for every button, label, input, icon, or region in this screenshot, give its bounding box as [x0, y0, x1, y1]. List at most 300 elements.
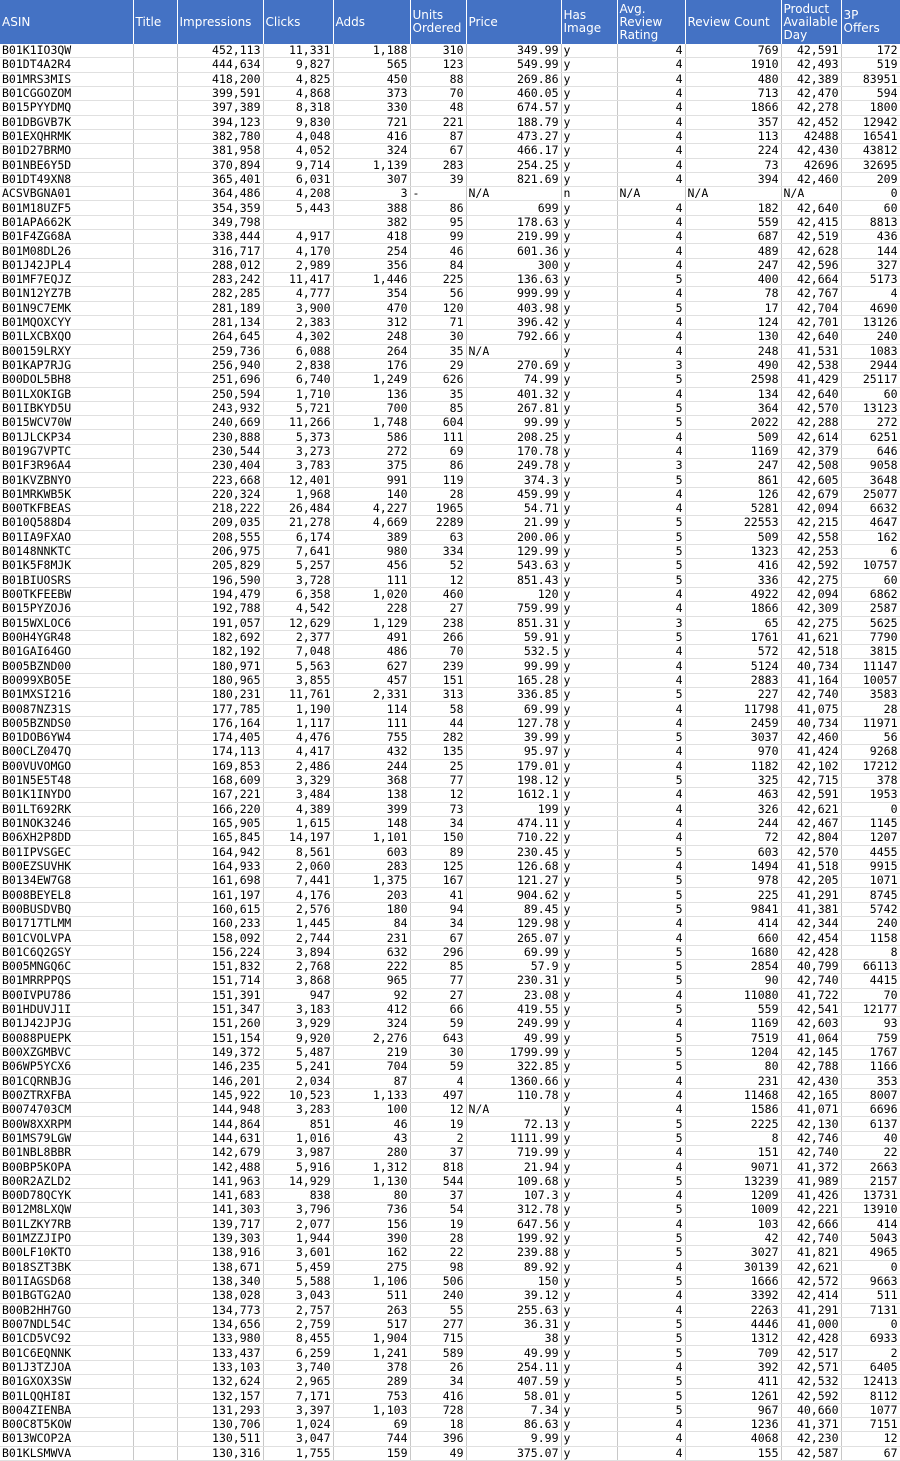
clicks-cell[interactable]: 3,484	[263, 788, 333, 802]
review-count-cell[interactable]: 224	[685, 144, 781, 158]
asin-cell[interactable]: B01GXOX3SW	[0, 1375, 133, 1389]
product-available-day-cell[interactable]: 42,215	[781, 516, 841, 530]
units-ordered-cell[interactable]: 34	[410, 1375, 466, 1389]
asin-cell[interactable]: B0074703CM	[0, 1103, 133, 1117]
adds-cell[interactable]: 244	[333, 759, 410, 773]
impressions-cell[interactable]: 259,736	[177, 344, 263, 358]
clicks-cell[interactable]: 1,445	[263, 917, 333, 931]
asin-cell[interactable]: B005BZND00	[0, 659, 133, 673]
3p-offers-cell[interactable]: 1145	[841, 816, 900, 830]
review-count-cell[interactable]: 42	[685, 1231, 781, 1245]
units-ordered-cell[interactable]: 506	[410, 1274, 466, 1288]
clicks-cell[interactable]: 6,088	[263, 344, 333, 358]
review-count-cell[interactable]: 2598	[685, 373, 781, 387]
adds-cell[interactable]: 140	[333, 487, 410, 501]
impressions-cell[interactable]: 169,853	[177, 759, 263, 773]
price-cell[interactable]: 107.3	[466, 1189, 561, 1203]
asin-cell[interactable]: B0134EW7G8	[0, 874, 133, 888]
impressions-cell[interactable]: 138,340	[177, 1274, 263, 1288]
product-available-day-cell[interactable]: 42,788	[781, 1060, 841, 1074]
avg-review-rating-cell[interactable]: 5	[617, 773, 685, 787]
3p-offers-cell[interactable]: 11147	[841, 659, 900, 673]
price-cell[interactable]: 121.27	[466, 874, 561, 888]
clicks-cell[interactable]: 3,283	[263, 1103, 333, 1117]
clicks-cell[interactable]: 2,838	[263, 358, 333, 372]
avg-review-rating-cell[interactable]: 4	[617, 44, 685, 58]
3p-offers-cell[interactable]: 4965	[841, 1246, 900, 1260]
units-ordered-cell[interactable]: 12	[410, 573, 466, 587]
adds-cell[interactable]: 432	[333, 745, 410, 759]
adds-cell[interactable]: 753	[333, 1389, 410, 1403]
has-image-cell[interactable]: y	[561, 1303, 617, 1317]
review-count-cell[interactable]: 72	[685, 831, 781, 845]
units-ordered-cell[interactable]: 86	[410, 201, 466, 215]
3p-offers-cell[interactable]: 5043	[841, 1231, 900, 1245]
3p-offers-cell[interactable]: 144	[841, 244, 900, 258]
has-image-cell[interactable]: y	[561, 573, 617, 587]
impressions-cell[interactable]: 164,942	[177, 845, 263, 859]
adds-cell[interactable]: 4,669	[333, 516, 410, 530]
has-image-cell[interactable]: y	[561, 1017, 617, 1031]
adds-cell[interactable]: 412	[333, 1002, 410, 1016]
product-available-day-cell[interactable]: 42,532	[781, 1375, 841, 1389]
has-image-cell[interactable]: y	[561, 287, 617, 301]
avg-review-rating-cell[interactable]: 4	[617, 602, 685, 616]
has-image-cell[interactable]: y	[561, 688, 617, 702]
adds-cell[interactable]: 219	[333, 1045, 410, 1059]
price-cell[interactable]: 239.88	[466, 1246, 561, 1260]
avg-review-rating-cell[interactable]: 4	[617, 1189, 685, 1203]
title-cell[interactable]	[133, 587, 177, 601]
3p-offers-cell[interactable]: 1071	[841, 874, 900, 888]
avg-review-rating-cell[interactable]: 5	[617, 845, 685, 859]
price-cell[interactable]: 674.57	[466, 101, 561, 115]
has-image-cell[interactable]: y	[561, 244, 617, 258]
3p-offers-cell[interactable]: 594	[841, 86, 900, 100]
has-image-cell[interactable]: y	[561, 101, 617, 115]
clicks-cell[interactable]: 2,759	[263, 1317, 333, 1331]
product-available-day-cell[interactable]: 42,519	[781, 230, 841, 244]
price-cell[interactable]: 120	[466, 587, 561, 601]
product-available-day-cell[interactable]: 42,460	[781, 172, 841, 186]
impressions-cell[interactable]: 251,696	[177, 373, 263, 387]
has-image-cell[interactable]: y	[561, 1403, 617, 1417]
impressions-cell[interactable]: 161,197	[177, 888, 263, 902]
product-available-day-cell[interactable]: 42,701	[781, 315, 841, 329]
units-ordered-cell[interactable]: 84	[410, 258, 466, 272]
price-cell[interactable]: 57.9	[466, 960, 561, 974]
review-count-cell[interactable]: 247	[685, 258, 781, 272]
units-ordered-cell[interactable]: 37	[410, 1146, 466, 1160]
impressions-cell[interactable]: 382,780	[177, 129, 263, 143]
impressions-cell[interactable]: 394,123	[177, 115, 263, 129]
product-available-day-cell[interactable]: 42,664	[781, 273, 841, 287]
clicks-cell[interactable]: 3,397	[263, 1403, 333, 1417]
impressions-cell[interactable]: 349,798	[177, 215, 263, 229]
adds-cell[interactable]: 354	[333, 287, 410, 301]
title-cell[interactable]	[133, 158, 177, 172]
avg-review-rating-cell[interactable]: 4	[617, 201, 685, 215]
title-cell[interactable]	[133, 1131, 177, 1145]
impressions-cell[interactable]: 151,347	[177, 1002, 263, 1016]
asin-cell[interactable]: B00EZSUVHK	[0, 859, 133, 873]
3p-offers-cell[interactable]: 2587	[841, 602, 900, 616]
asin-cell[interactable]: B01LZKY7RB	[0, 1217, 133, 1231]
avg-review-rating-cell[interactable]: 4	[617, 745, 685, 759]
clicks-cell[interactable]: 1,755	[263, 1446, 333, 1460]
has-image-cell[interactable]: y	[561, 831, 617, 845]
units-ordered-cell[interactable]: 4	[410, 1074, 466, 1088]
review-count-cell[interactable]: 687	[685, 230, 781, 244]
has-image-cell[interactable]: y	[561, 1131, 617, 1145]
adds-cell[interactable]: 418	[333, 230, 410, 244]
clicks-cell[interactable]: 2,744	[263, 931, 333, 945]
product-available-day-cell[interactable]: 42,572	[781, 1274, 841, 1288]
3p-offers-cell[interactable]: 83951	[841, 72, 900, 86]
product-available-day-cell[interactable]: 42,344	[781, 917, 841, 931]
product-available-day-cell[interactable]: 42696	[781, 158, 841, 172]
adds-cell[interactable]: 1,130	[333, 1174, 410, 1188]
adds-cell[interactable]: 114	[333, 702, 410, 716]
price-cell[interactable]: 1360.66	[466, 1074, 561, 1088]
avg-review-rating-cell[interactable]: 5	[617, 945, 685, 959]
impressions-cell[interactable]: 282,285	[177, 287, 263, 301]
has-image-cell[interactable]: y	[561, 788, 617, 802]
impressions-cell[interactable]: 281,189	[177, 301, 263, 315]
review-count-cell[interactable]: 182	[685, 201, 781, 215]
asin-cell[interactable]: B00R2AZLD2	[0, 1174, 133, 1188]
impressions-cell[interactable]: 418,200	[177, 72, 263, 86]
review-count-cell[interactable]: 1204	[685, 1045, 781, 1059]
units-ordered-cell[interactable]: 239	[410, 659, 466, 673]
title-cell[interactable]	[133, 573, 177, 587]
title-cell[interactable]	[133, 659, 177, 673]
review-count-cell[interactable]: 8	[685, 1131, 781, 1145]
title-cell[interactable]	[133, 430, 177, 444]
has-image-cell[interactable]: y	[561, 358, 617, 372]
review-count-cell[interactable]: 2225	[685, 1117, 781, 1131]
impressions-cell[interactable]: 194,479	[177, 587, 263, 601]
product-available-day-cell[interactable]: 41,075	[781, 702, 841, 716]
3p-offers-cell[interactable]: 1953	[841, 788, 900, 802]
review-count-cell[interactable]: 1261	[685, 1389, 781, 1403]
product-available-day-cell[interactable]: 41,291	[781, 1303, 841, 1317]
product-available-day-cell[interactable]: 42,102	[781, 759, 841, 773]
product-available-day-cell[interactable]: 41,064	[781, 1031, 841, 1045]
units-ordered-cell[interactable]: 25	[410, 759, 466, 773]
impressions-cell[interactable]: 283,242	[177, 273, 263, 287]
units-ordered-cell[interactable]: 56	[410, 287, 466, 301]
units-ordered-cell[interactable]: 95	[410, 215, 466, 229]
units-ordered-cell[interactable]: 1965	[410, 502, 466, 516]
review-count-cell[interactable]: 80	[685, 1060, 781, 1074]
has-image-cell[interactable]: y	[561, 745, 617, 759]
clicks-cell[interactable]: 3,894	[263, 945, 333, 959]
asin-cell[interactable]: B00B2HH7GO	[0, 1303, 133, 1317]
product-available-day-cell[interactable]: 42,205	[781, 874, 841, 888]
asin-cell[interactable]: B01F4ZG68A	[0, 230, 133, 244]
price-cell[interactable]: 267.81	[466, 401, 561, 415]
title-cell[interactable]	[133, 358, 177, 372]
has-image-cell[interactable]: y	[561, 1446, 617, 1460]
clicks-cell[interactable]: 3,183	[263, 1002, 333, 1016]
product-available-day-cell[interactable]: 42,460	[781, 731, 841, 745]
clicks-cell[interactable]: 11,331	[263, 44, 333, 58]
asin-cell[interactable]: B01IAGSD68	[0, 1274, 133, 1288]
clicks-cell[interactable]: 2,077	[263, 1217, 333, 1231]
title-cell[interactable]	[133, 688, 177, 702]
impressions-cell[interactable]: 151,391	[177, 988, 263, 1002]
impressions-cell[interactable]: 180,231	[177, 688, 263, 702]
avg-review-rating-cell[interactable]: 4	[617, 72, 685, 86]
product-available-day-cell[interactable]: 42,288	[781, 416, 841, 430]
3p-offers-cell[interactable]: 378	[841, 773, 900, 787]
units-ordered-cell[interactable]: 604	[410, 416, 466, 430]
review-count-cell[interactable]: 2022	[685, 416, 781, 430]
3p-offers-cell[interactable]: 2	[841, 1346, 900, 1360]
asin-cell[interactable]: B008BEYEL8	[0, 888, 133, 902]
product-available-day-cell[interactable]: 42,570	[781, 845, 841, 859]
clicks-cell[interactable]: 4,389	[263, 802, 333, 816]
units-ordered-cell[interactable]: 167	[410, 874, 466, 888]
price-cell[interactable]: 126.68	[466, 859, 561, 873]
product-available-day-cell[interactable]: 42,740	[781, 1146, 841, 1160]
impressions-cell[interactable]: 397,389	[177, 101, 263, 115]
clicks-cell[interactable]: 4,868	[263, 86, 333, 100]
has-image-cell[interactable]: y	[561, 1389, 617, 1403]
title-cell[interactable]	[133, 1117, 177, 1131]
adds-cell[interactable]: 373	[333, 86, 410, 100]
clicks-cell[interactable]: 9,920	[263, 1031, 333, 1045]
title-cell[interactable]	[133, 831, 177, 845]
impressions-cell[interactable]: 160,615	[177, 902, 263, 916]
has-image-cell[interactable]: y	[561, 630, 617, 644]
adds-cell[interactable]: 248	[333, 330, 410, 344]
review-count-cell[interactable]: 11080	[685, 988, 781, 1002]
has-image-cell[interactable]: y	[561, 473, 617, 487]
adds-cell[interactable]: 980	[333, 544, 410, 558]
price-cell[interactable]: 821.69	[466, 172, 561, 186]
has-image-cell[interactable]: y	[561, 773, 617, 787]
units-ordered-cell[interactable]: 98	[410, 1260, 466, 1274]
avg-review-rating-cell[interactable]: 4	[617, 587, 685, 601]
product-available-day-cell[interactable]: 41,371	[781, 1418, 841, 1432]
price-cell[interactable]: 419.55	[466, 1002, 561, 1016]
3p-offers-cell[interactable]: 70	[841, 988, 900, 1002]
product-available-day-cell[interactable]: 42488	[781, 129, 841, 143]
review-count-cell[interactable]: 861	[685, 473, 781, 487]
3p-offers-cell[interactable]: 12413	[841, 1375, 900, 1389]
product-available-day-cell[interactable]: 42,740	[781, 1231, 841, 1245]
title-cell[interactable]	[133, 1246, 177, 1260]
price-cell[interactable]: 851.31	[466, 616, 561, 630]
price-cell[interactable]: 230.45	[466, 845, 561, 859]
units-ordered-cell[interactable]: 27	[410, 602, 466, 616]
product-available-day-cell[interactable]: 42,538	[781, 358, 841, 372]
review-count-cell[interactable]: 1236	[685, 1418, 781, 1432]
impressions-cell[interactable]: 243,932	[177, 401, 263, 415]
price-cell[interactable]: 129.98	[466, 917, 561, 931]
price-cell[interactable]: 170.78	[466, 444, 561, 458]
3p-offers-cell[interactable]: 1158	[841, 931, 900, 945]
units-ordered-cell[interactable]: 125	[410, 859, 466, 873]
adds-cell[interactable]: 375	[333, 459, 410, 473]
review-count-cell[interactable]: 1009	[685, 1203, 781, 1217]
3p-offers-cell[interactable]: 646	[841, 444, 900, 458]
impressions-cell[interactable]: 176,164	[177, 716, 263, 730]
price-cell[interactable]: 647.56	[466, 1217, 561, 1231]
impressions-cell[interactable]: 223,668	[177, 473, 263, 487]
impressions-cell[interactable]: 166,220	[177, 802, 263, 816]
product-available-day-cell[interactable]: 42,275	[781, 573, 841, 587]
3p-offers-cell[interactable]: 17212	[841, 759, 900, 773]
asin-cell[interactable]: B005BZNDS0	[0, 716, 133, 730]
units-ordered-cell[interactable]: 85	[410, 401, 466, 415]
asin-cell[interactable]: B01N5E5T48	[0, 773, 133, 787]
has-image-cell[interactable]: y	[561, 1260, 617, 1274]
product-available-day-cell[interactable]: 40,660	[781, 1403, 841, 1417]
adds-cell[interactable]: 1,249	[333, 373, 410, 387]
has-image-cell[interactable]: y	[561, 172, 617, 186]
review-count-cell[interactable]: 11798	[685, 702, 781, 716]
review-count-cell[interactable]: 4446	[685, 1317, 781, 1331]
asin-cell[interactable]: B06XH2P8DD	[0, 831, 133, 845]
title-cell[interactable]	[133, 330, 177, 344]
clicks-cell[interactable]: 7,641	[263, 544, 333, 558]
review-count-cell[interactable]: 124	[685, 315, 781, 329]
price-cell[interactable]: 270.69	[466, 358, 561, 372]
units-ordered-cell[interactable]: 27	[410, 988, 466, 1002]
review-count-cell[interactable]: 9071	[685, 1160, 781, 1174]
review-count-cell[interactable]: N/A	[685, 187, 781, 201]
3p-offers-cell[interactable]: 11971	[841, 716, 900, 730]
price-cell[interactable]: 265.07	[466, 931, 561, 945]
units-ordered-cell[interactable]: 277	[410, 1317, 466, 1331]
has-image-cell[interactable]: y	[561, 816, 617, 830]
adds-cell[interactable]: 388	[333, 201, 410, 215]
units-ordered-cell[interactable]: 69	[410, 444, 466, 458]
product-available-day-cell[interactable]: 41,424	[781, 745, 841, 759]
has-image-cell[interactable]: y	[561, 158, 617, 172]
3p-offers-cell[interactable]: 9663	[841, 1274, 900, 1288]
price-cell[interactable]: 99.99	[466, 416, 561, 430]
impressions-cell[interactable]: 281,134	[177, 315, 263, 329]
clicks-cell[interactable]: 3,855	[263, 673, 333, 687]
avg-review-rating-cell[interactable]: 5	[617, 273, 685, 287]
price-cell[interactable]: 999.99	[466, 287, 561, 301]
adds-cell[interactable]: 111	[333, 573, 410, 587]
title-cell[interactable]	[133, 1031, 177, 1045]
units-ordered-cell[interactable]: 151	[410, 673, 466, 687]
title-cell[interactable]	[133, 1446, 177, 1460]
units-ordered-cell[interactable]: 70	[410, 86, 466, 100]
review-count-cell[interactable]: 113	[685, 129, 781, 143]
3p-offers-cell[interactable]: 10757	[841, 559, 900, 573]
price-cell[interactable]: 473.27	[466, 129, 561, 143]
impressions-cell[interactable]: 146,201	[177, 1074, 263, 1088]
asin-cell[interactable]: B00D78QCYK	[0, 1189, 133, 1203]
impressions-cell[interactable]: 134,773	[177, 1303, 263, 1317]
asin-cell[interactable]: B01IPVSGEC	[0, 845, 133, 859]
avg-review-rating-cell[interactable]: 4	[617, 144, 685, 158]
product-available-day-cell[interactable]: 41,000	[781, 1317, 841, 1331]
clicks-cell[interactable]: 26,484	[263, 502, 333, 516]
price-cell[interactable]: 165.28	[466, 673, 561, 687]
price-cell[interactable]: 230.31	[466, 974, 561, 988]
clicks-cell[interactable]: 6,174	[263, 530, 333, 544]
asin-cell[interactable]: B01DOB6YW4	[0, 731, 133, 745]
product-available-day-cell[interactable]: 42,493	[781, 58, 841, 72]
review-count-cell[interactable]: 769	[685, 44, 781, 58]
title-cell[interactable]	[133, 888, 177, 902]
clicks-cell[interactable]: 8,455	[263, 1332, 333, 1346]
review-count-cell[interactable]: 509	[685, 530, 781, 544]
has-image-cell[interactable]: y	[561, 1317, 617, 1331]
price-cell[interactable]: 72.13	[466, 1117, 561, 1131]
product-available-day-cell[interactable]: 42,221	[781, 1203, 841, 1217]
adds-cell[interactable]: 324	[333, 144, 410, 158]
3p-offers-cell[interactable]: 6862	[841, 587, 900, 601]
price-cell[interactable]: 549.99	[466, 58, 561, 72]
avg-review-rating-cell[interactable]: 4	[617, 1146, 685, 1160]
asin-cell[interactable]: B01APA662K	[0, 215, 133, 229]
price-cell[interactable]: 179.01	[466, 759, 561, 773]
3p-offers-cell[interactable]: 60	[841, 573, 900, 587]
asin-cell[interactable]: B01K1IO3QW	[0, 44, 133, 58]
adds-cell[interactable]: 1,139	[333, 158, 410, 172]
adds-cell[interactable]: 162	[333, 1246, 410, 1260]
review-count-cell[interactable]: 155	[685, 1446, 781, 1460]
product-available-day-cell[interactable]: 41,722	[781, 988, 841, 1002]
asin-cell[interactable]: B01LT692RK	[0, 802, 133, 816]
impressions-cell[interactable]: 230,888	[177, 430, 263, 444]
units-ordered-cell[interactable]: 313	[410, 688, 466, 702]
clicks-cell[interactable]: 2,383	[263, 315, 333, 329]
avg-review-rating-cell[interactable]: 4	[617, 387, 685, 401]
product-available-day-cell[interactable]: 42,470	[781, 86, 841, 100]
review-count-cell[interactable]: 1182	[685, 759, 781, 773]
units-ordered-cell[interactable]: 67	[410, 931, 466, 945]
title-cell[interactable]	[133, 1260, 177, 1274]
asin-cell[interactable]: B00C8T5KOW	[0, 1418, 133, 1432]
adds-cell[interactable]: 368	[333, 773, 410, 787]
has-image-cell[interactable]: y	[561, 273, 617, 287]
price-cell[interactable]: 710.22	[466, 831, 561, 845]
avg-review-rating-cell[interactable]: 5	[617, 1389, 685, 1403]
adds-cell[interactable]: 263	[333, 1303, 410, 1317]
avg-review-rating-cell[interactable]: 4	[617, 115, 685, 129]
units-ordered-cell[interactable]: 26	[410, 1360, 466, 1374]
column-header-has-image[interactable]: Has Image	[561, 0, 617, 44]
avg-review-rating-cell[interactable]: 4	[617, 1103, 685, 1117]
has-image-cell[interactable]: y	[561, 144, 617, 158]
adds-cell[interactable]: 457	[333, 673, 410, 687]
title-cell[interactable]	[133, 1189, 177, 1203]
clicks-cell[interactable]: 4,917	[263, 230, 333, 244]
asin-cell[interactable]: B019G7VPTC	[0, 444, 133, 458]
impressions-cell[interactable]: 220,324	[177, 487, 263, 501]
impressions-cell[interactable]: 139,303	[177, 1231, 263, 1245]
title-cell[interactable]	[133, 802, 177, 816]
adds-cell[interactable]: 1,446	[333, 273, 410, 287]
review-count-cell[interactable]: 416	[685, 559, 781, 573]
clicks-cell[interactable]: 2,768	[263, 960, 333, 974]
impressions-cell[interactable]: 365,401	[177, 172, 263, 186]
avg-review-rating-cell[interactable]: 4	[617, 1017, 685, 1031]
impressions-cell[interactable]: 205,829	[177, 559, 263, 573]
adds-cell[interactable]: 399	[333, 802, 410, 816]
asin-cell[interactable]: B01MXSI216	[0, 688, 133, 702]
